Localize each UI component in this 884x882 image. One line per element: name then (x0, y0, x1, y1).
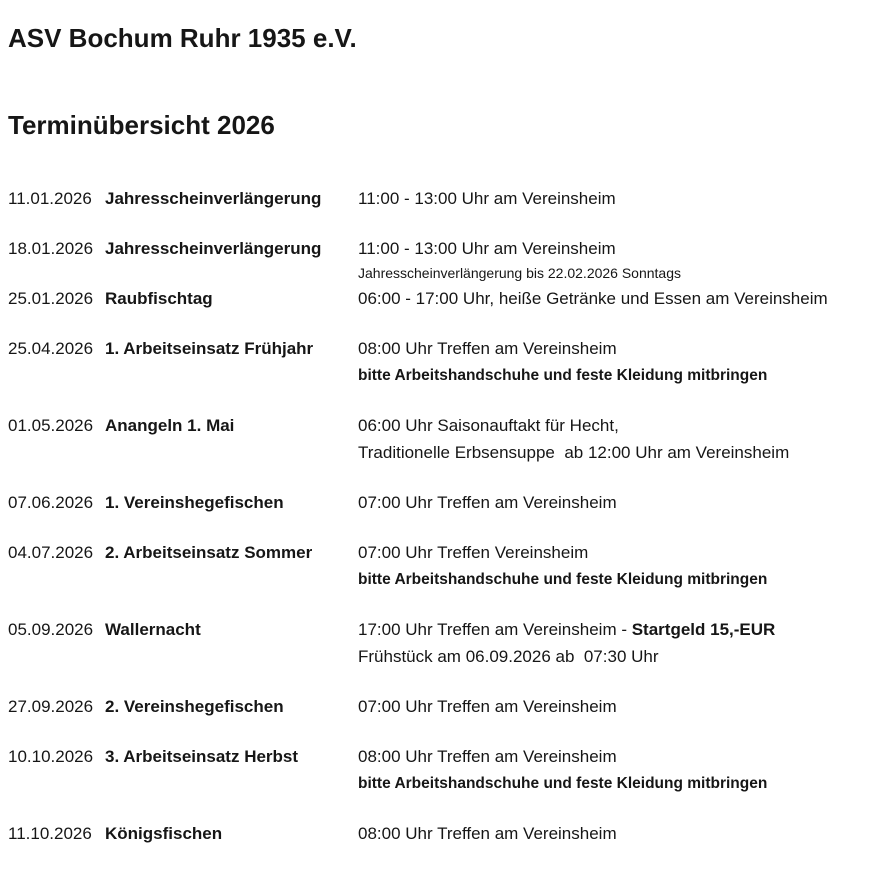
event-date: 04.07.2026 (8, 543, 94, 562)
spacer (105, 566, 358, 593)
event-note-bold: bitte Arbeitshandschuhe und feste Kleidung mitbringen (358, 775, 768, 792)
event-line (8, 539, 874, 566)
event-details: 08:00 Uhr Treffen am Vereinsheim (358, 339, 617, 358)
event-date: 25.01.2026 (8, 289, 94, 308)
event-note-line (8, 770, 874, 797)
event-note-bold: bitte Arbeitshandschuhe und feste Kleidung mitbringen (358, 367, 768, 384)
event-detail-line2 (8, 439, 874, 466)
event-details: 06:00 - 17:00 Uhr, heiße Getränke und Essen am Vereinsheim (358, 289, 828, 308)
event-details: 08:00 Uhr Treffen am Vereinsheim (358, 747, 617, 766)
event-note-small: Jahresscheinverlängerung bis 22.02.2026 Sonntags (358, 265, 682, 281)
event-details: 07:00 Uhr Treffen am Vereinsheim (358, 493, 617, 512)
event-date: 27.09.2026 (8, 697, 94, 716)
spacer (8, 362, 105, 389)
spacer (8, 262, 105, 285)
spacer (105, 643, 358, 670)
event-row (8, 285, 874, 312)
event-row (8, 743, 874, 797)
event-date: 18.01.2026 (8, 239, 94, 258)
event-row (8, 820, 874, 847)
event-details: 08:00 Uhr Treffen am Vereinsheim (358, 824, 617, 843)
event-details: 11:00 - 13:00 Uhr am Vereinsheim (358, 239, 616, 258)
event-name: Anangeln 1. Mai (105, 416, 235, 435)
event-details-text: 17:00 Uhr Treffen am Vereinsheim - (358, 620, 632, 639)
event-details: 07:00 Uhr Treffen Vereinsheim (358, 543, 589, 562)
event-row (8, 489, 874, 516)
event-name: Königsfischen (105, 824, 223, 843)
event-line (8, 285, 874, 312)
event-name: 3. Arbeitseinsatz Herbst (105, 747, 299, 766)
spacer (8, 770, 105, 797)
event-line (8, 412, 874, 439)
page-title: Terminübersicht 2026 (8, 110, 275, 140)
club-name: ASV Bochum Ruhr 1935 e.V. (8, 23, 357, 53)
event-details: 11:00 - 13:00 Uhr am Vereinsheim (358, 189, 616, 208)
event-line (8, 489, 874, 516)
event-name: 2. Vereinshegefischen (105, 697, 284, 716)
event-details-bold: Startgeld 15,-EUR (631, 620, 776, 639)
event-date: 11.01.2026 (8, 189, 92, 208)
event-line (8, 743, 874, 770)
event-name: Jahresscheinverlängerung (105, 239, 322, 258)
event-line (8, 185, 874, 212)
event-date: 10.10.2026 (8, 747, 94, 766)
spacer (8, 643, 105, 670)
event-detail-line2 (8, 643, 874, 670)
event-row (8, 539, 874, 593)
event-name: Jahresscheinverlängerung (105, 189, 322, 208)
event-date: 05.09.2026 (8, 620, 94, 639)
spacer (105, 262, 358, 285)
event-details-2: Frühstück am 06.09.2026 ab 07:30 Uhr (358, 647, 659, 666)
event-note-bold: bitte Arbeitshandschuhe und feste Kleidung mitbringen (358, 571, 768, 588)
event-row (8, 235, 874, 285)
event-name: 1. Vereinshegefischen (105, 493, 284, 512)
event-line (8, 235, 874, 262)
event-row (8, 693, 874, 720)
event-name: 2. Arbeitseinsatz Sommer (105, 543, 313, 562)
event-row (8, 335, 874, 389)
event-row (8, 412, 874, 466)
event-note-line (8, 262, 874, 285)
event-line (8, 693, 874, 720)
event-date: 01.05.2026 (8, 416, 94, 435)
event-details (358, 616, 874, 643)
event-details: 06:00 Uhr Saisonauftakt für Hecht, (358, 416, 619, 435)
event-note-line (8, 362, 874, 389)
event-line (8, 820, 874, 847)
event-list (8, 185, 874, 847)
spacer (8, 566, 105, 593)
event-date: 11.10.2026 (8, 824, 92, 843)
event-note-line (8, 566, 874, 593)
event-date: 25.04.2026 (8, 339, 94, 358)
event-line (8, 335, 874, 362)
event-name: Wallernacht (105, 620, 201, 639)
spacer (8, 439, 105, 466)
event-name: 1. Arbeitseinsatz Frühjahr (105, 339, 314, 358)
event-row (8, 616, 874, 670)
event-line (8, 616, 874, 643)
event-details-2: Traditionelle Erbsensuppe ab 12:00 Uhr am Vereinsheim (358, 443, 790, 462)
event-date: 07.06.2026 (8, 493, 94, 512)
event-name: Raubfischtag (105, 289, 213, 308)
event-details: 07:00 Uhr Treffen am Vereinsheim (358, 697, 617, 716)
spacer (105, 770, 358, 797)
spacer (105, 439, 358, 466)
event-row (8, 185, 874, 212)
spacer (105, 362, 358, 389)
